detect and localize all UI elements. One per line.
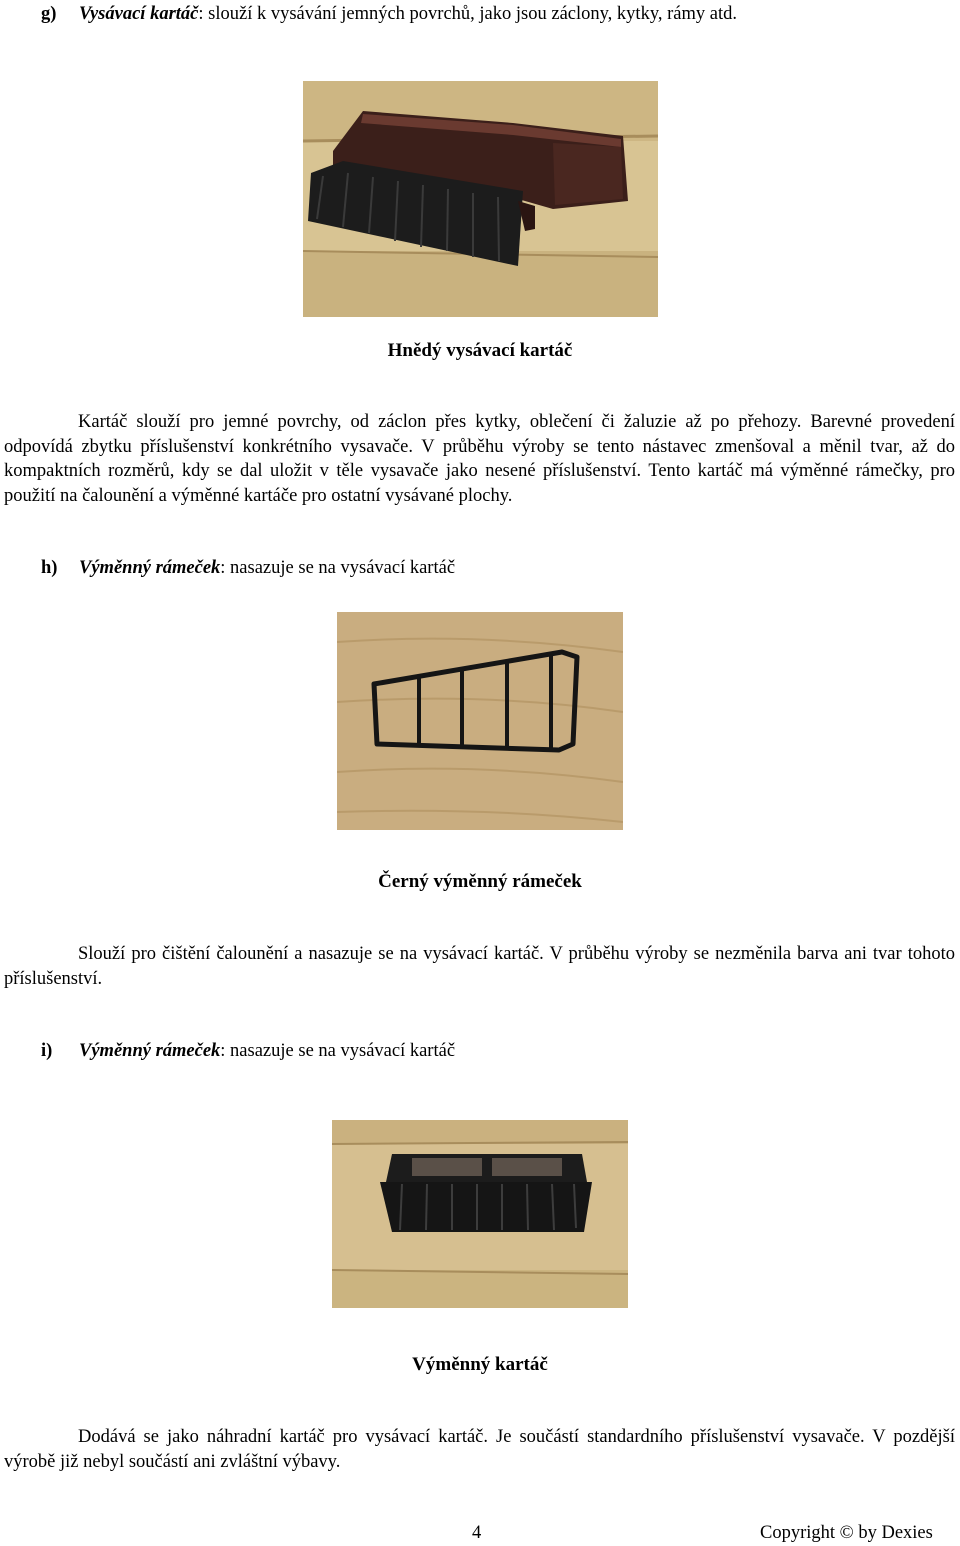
item-description: : nasazuje se na vysávací kartáč	[220, 1041, 456, 1061]
item-letter: g)	[41, 4, 57, 24]
item-letter: i)	[41, 1041, 53, 1061]
item-letter: h)	[41, 558, 58, 578]
item-term: Výměnný rámeček	[79, 558, 221, 578]
figure-2-caption: Černý výměnný rámeček	[378, 871, 582, 892]
figure-2-paragraph	[4, 942, 955, 991]
item-description: : nasazuje se na vysávací kartáč	[220, 558, 456, 578]
figure-1-caption: Hnědý vysávací kartáč	[387, 340, 573, 361]
figure-1-paragraph	[4, 410, 955, 508]
copyright-notice: Copyright © by Dexies	[760, 1523, 933, 1543]
item-term: Vysávací kartáč	[79, 4, 199, 24]
section-i-heading	[41, 1039, 455, 1064]
item-term: Výměnný rámeček	[79, 1041, 221, 1061]
paragraph-text: Slouží pro čištění čalounění a nasazuje se na vysávací kartáč. V průběhu výroby se nezměnila barva ani tvar tohoto příslušenství.	[4, 944, 955, 989]
black-frame-photo	[337, 612, 623, 830]
paragraph-text: Kartáč slouží pro jemné povrchy, od záclon přes kytky, oblečení či žaluzie až po přehozy. Barevné provedení odpovídá zbytku příslušenství konkrétního vysavače. V průběhu výroby se tento nástavec zmenšoval a měnil tvar, až do kompaktních rozměrů, kdy se dal uložit v těle vysavače jako nesené příslušenství. Tento kartáč má výměnné rámečky, pro použití na čalounění a výměnné kartáče pro ostatní vysávané plochy.	[4, 412, 955, 506]
page-number: 4	[472, 1523, 482, 1543]
replacement-brush-photo	[332, 1120, 628, 1308]
section-h-heading	[41, 556, 455, 581]
paragraph-text: Dodává se jako náhradní kartáč pro vysávací kartáč. Je součástí standardního příslušenství vysavače. V pozdější výrobě již nebyl součástí ani zvláštní výbavy.	[4, 1427, 955, 1472]
item-description: : slouží k vysávání jemných povrchů, jako jsou záclony, kytky, rámy atd.	[198, 4, 737, 24]
figure-3-paragraph	[4, 1425, 955, 1474]
brown-brush-photo	[303, 81, 658, 317]
section-g-heading	[41, 2, 737, 27]
figure-3-caption: Výměnný kartáč	[412, 1354, 548, 1375]
